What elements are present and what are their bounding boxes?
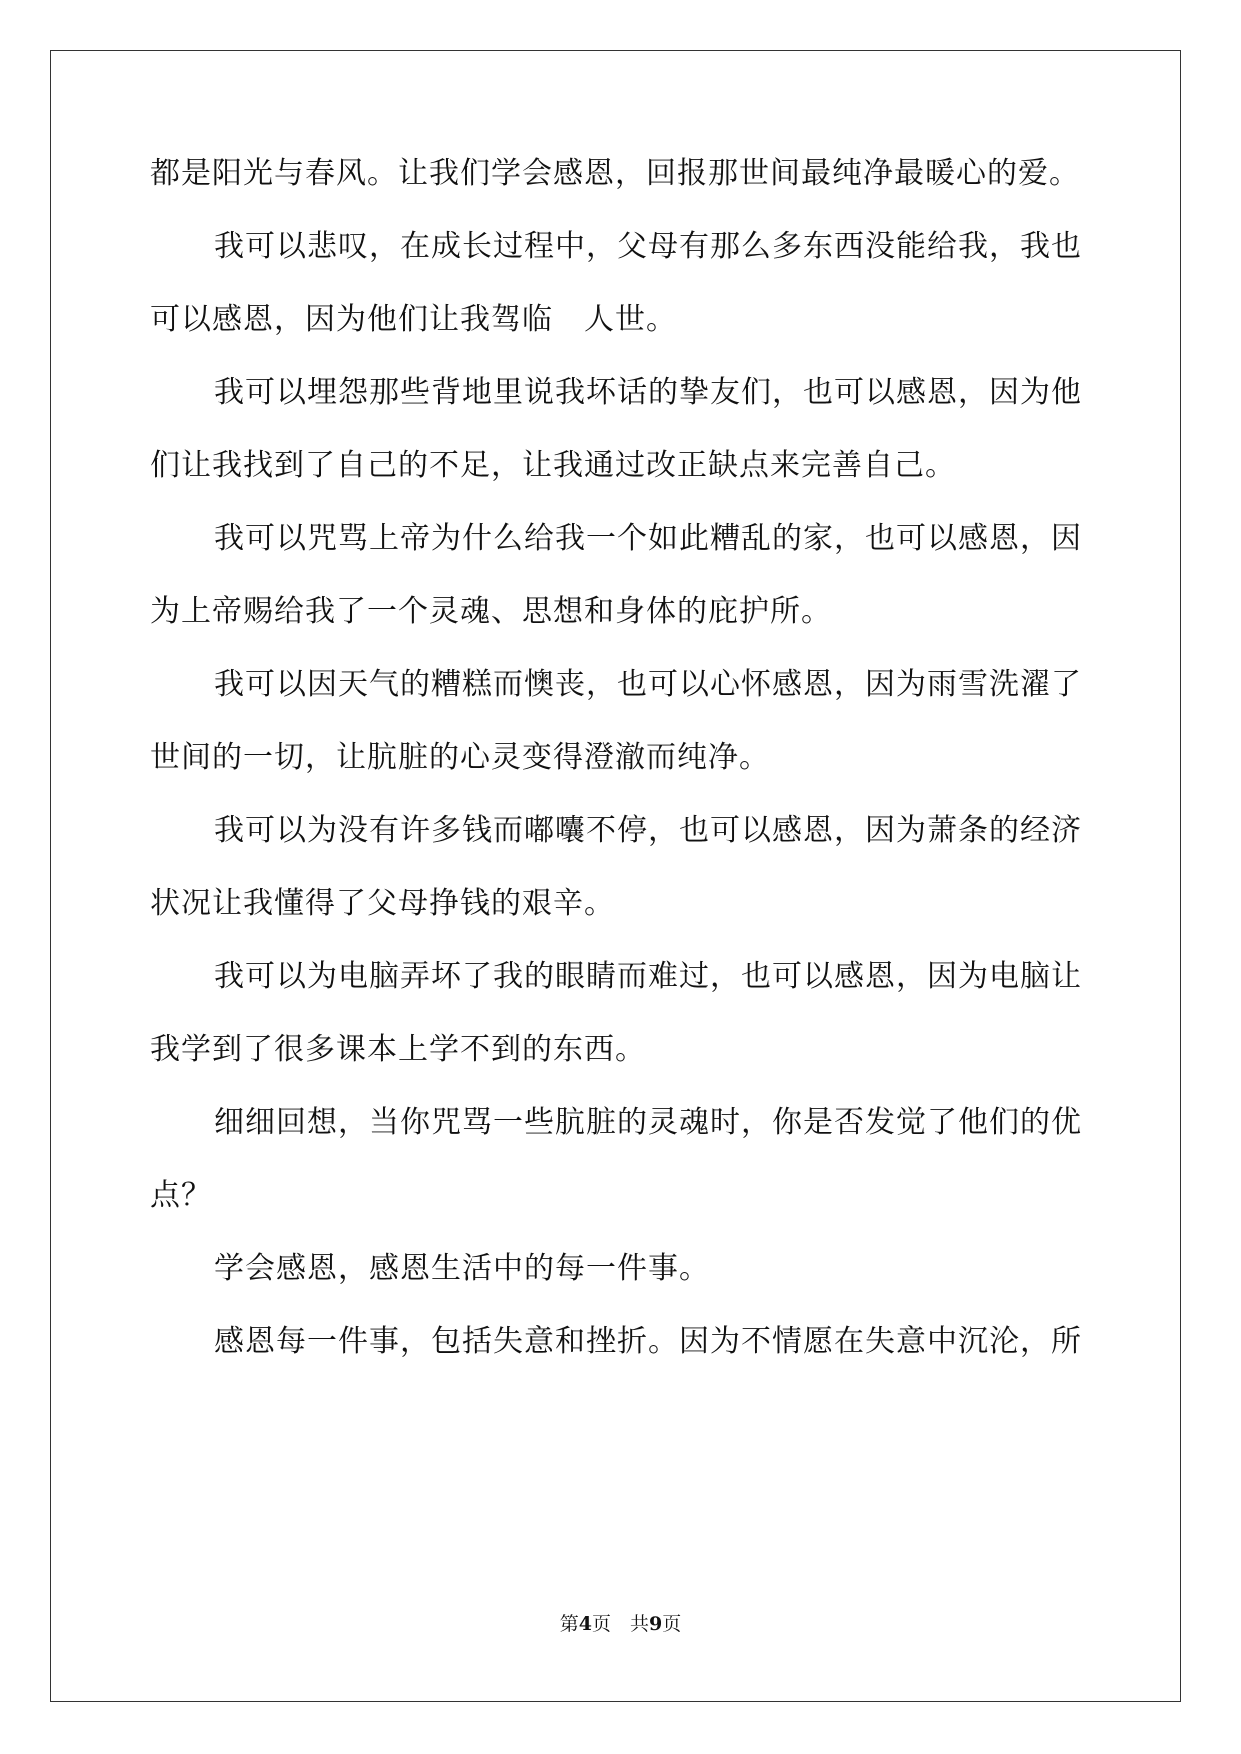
text-line: 都是阳光与春风。让我们学会感恩，回报那世间最纯净最暖心的爱。 [150,156,1080,191]
text-line: 我可以咒骂上帝为什么给我一个如此糟乱的家，也可以感恩，因 [214,521,1082,556]
text-line: 世间的一切，让肮脏的心灵变得澄澈而纯净。 [150,740,770,775]
text-line: 细细回想，当你咒骂一些肮脏的灵魂时，你是否发觉了他们的优 [214,1105,1082,1140]
text-line: 我可以因天气的糟糕而懊丧，也可以心怀感恩，因为雨雪洗濯了 [214,667,1082,702]
text-line: 我可以为电脑弄坏了我的眼睛而难过，也可以感恩，因为电脑让 [214,959,1082,994]
text-line: 感恩每一件事，包括失意和挫折。因为不情愿在失意中沉沦，所 [214,1324,1082,1359]
text-line: 我可以为没有许多钱而嘟囔不停，也可以感恩，因为萧条的经济 [214,813,1082,848]
text-line: 我学到了很多课本上学不到的东西。 [150,1032,646,1067]
footer-suffix: 页 [662,1613,682,1635]
footer-mid: 页 共 [591,1613,649,1635]
text-line: 们让我找到了自己的不足，让我通过改正缺点来完善自己。 [150,448,956,483]
current-page-number: 4 [578,1613,592,1635]
footer-prefix: 第 [559,1613,579,1635]
text-line: 点？ [150,1178,212,1213]
text-line: 可以感恩，因为他们让我驾临 人世。 [150,302,677,337]
text-line: 状况让我懂得了父母挣钱的艰辛。 [150,886,615,921]
text-line: 学会感恩，感恩生活中的每一件事。 [214,1251,710,1286]
text-line: 我可以悲叹，在成长过程中，父母有那么多东西没能给我，我也 [214,229,1082,264]
total-page-count: 9 [649,1613,663,1635]
page-footer [0,1612,1241,1636]
page-border [50,50,1181,1702]
text-line: 我可以埋怨那些背地里说我坏话的挚友们，也可以感恩，因为他 [214,375,1082,410]
text-line: 为上帝赐给我了一个灵魂、思想和身体的庇护所。 [150,594,832,629]
